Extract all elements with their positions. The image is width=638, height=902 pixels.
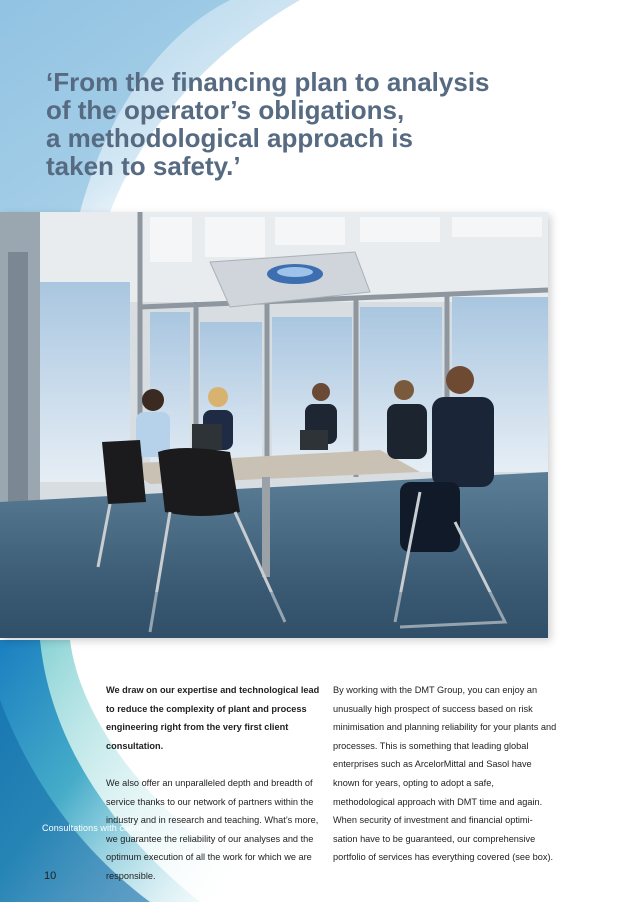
body-paragraph: By working with the DMT Group, you can enjoy an unusually high prospect of success based on risk minimisation and planning reliability for your plants and processes. This is something that leading global enterprises such as ArcelorMittal and Sasol have known for years, opting to adopt a safe, methodological approach with DMT time and again. When security of investment and financial optimi-sation have to be guaranteed, our comprehensive portfolio of services has everything covered (see box).: [333, 685, 557, 863]
quote-line: ‘From the financing plan to analysis: [46, 67, 490, 97]
pull-quote: [46, 68, 586, 180]
body-paragraph: We also offer an unparalleled depth and breadth of service thanks to our network of partners within the industry and in research and teaching. What’s more, we guarantee the reliability of our analyses and the optimum execution of all the work for which we are responsible.: [106, 777, 319, 881]
quote-line: a methodological approach is: [46, 123, 413, 153]
quote-line: taken to safety.’: [46, 151, 241, 181]
photo-caption: Consultations with clients: [42, 823, 146, 833]
quote-line: of the operator’s obligations,: [46, 95, 405, 125]
body-column-left: [106, 681, 320, 886]
page-number: 10: [44, 870, 57, 882]
lead-paragraph: We draw on our expertise and technological lead to reduce the complexity of plant and process engineering right from the very first client consultation.: [106, 685, 320, 751]
body-column-right: [333, 681, 557, 867]
